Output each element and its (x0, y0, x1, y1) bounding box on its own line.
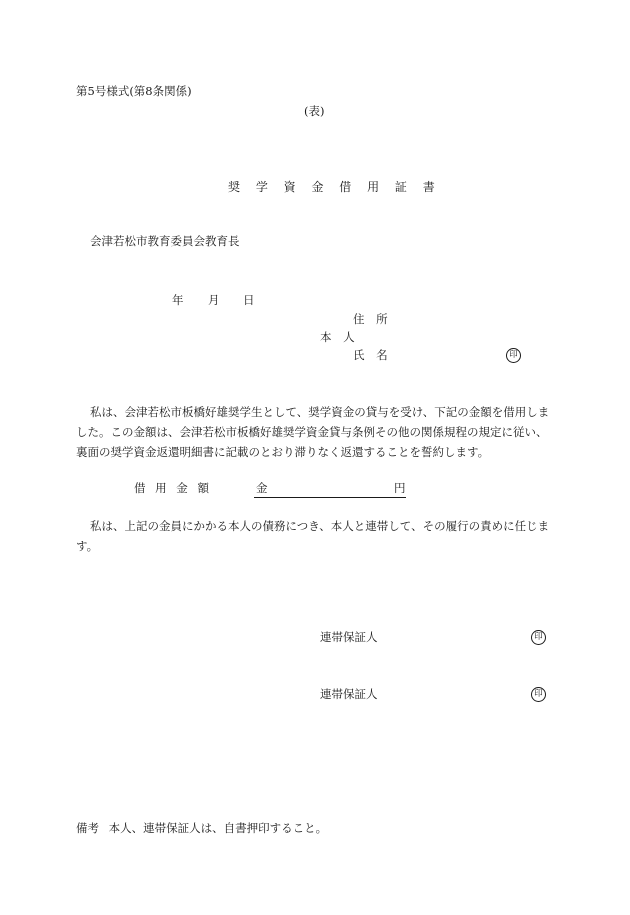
form-number: 第5号様式(第8条関係) (76, 84, 192, 98)
pledge-text: 私は、会津若松市板橋好雄奨学生として、奨学資金の貸与を受け、下記の金額を借用しました。この金額は、会津若松市板橋好雄奨学資金貸与条例その他の関係規程の規定に従い、裏面の奨学資金返還明細書に記載のとおり滞りなく返還することを誓約します。 (76, 405, 550, 459)
amount-unit: 円 (394, 481, 406, 495)
seal-icon: 印 (506, 348, 521, 363)
seal-icon: 印 (531, 630, 546, 645)
guarantee-text: 私は、上記の金員にかかる本人の債務につき、本人と連帯して、その履行の責めに任じます。 (76, 519, 550, 553)
remarks: 備考 本人、連帯保証人は、自書押印すること。 (76, 821, 328, 835)
guarantee-paragraph (76, 516, 558, 556)
document-title: 奨 学 資 金 借 用 証 書 (228, 180, 438, 194)
pledge-paragraph (76, 402, 558, 462)
address-label: 住 所 (353, 312, 388, 326)
date-month: 月 (208, 293, 220, 307)
seal-icon: 印 (531, 687, 546, 702)
side-label: (表) (304, 104, 325, 118)
self-label: 本 人 (320, 330, 355, 344)
amount-underline (254, 497, 406, 498)
name-label: 氏 名 (353, 348, 388, 362)
date-year: 年 (172, 293, 184, 307)
date-day: 日 (243, 293, 255, 307)
guarantor-label-1: 連帯保証人 (320, 630, 378, 644)
guarantor-label-2: 連帯保証人 (320, 687, 378, 701)
amount-label: 借 用 金 額 (134, 481, 209, 495)
addressee: 会津若松市教育委員会教育長 (90, 234, 240, 248)
amount-prefix: 金 (256, 481, 268, 495)
